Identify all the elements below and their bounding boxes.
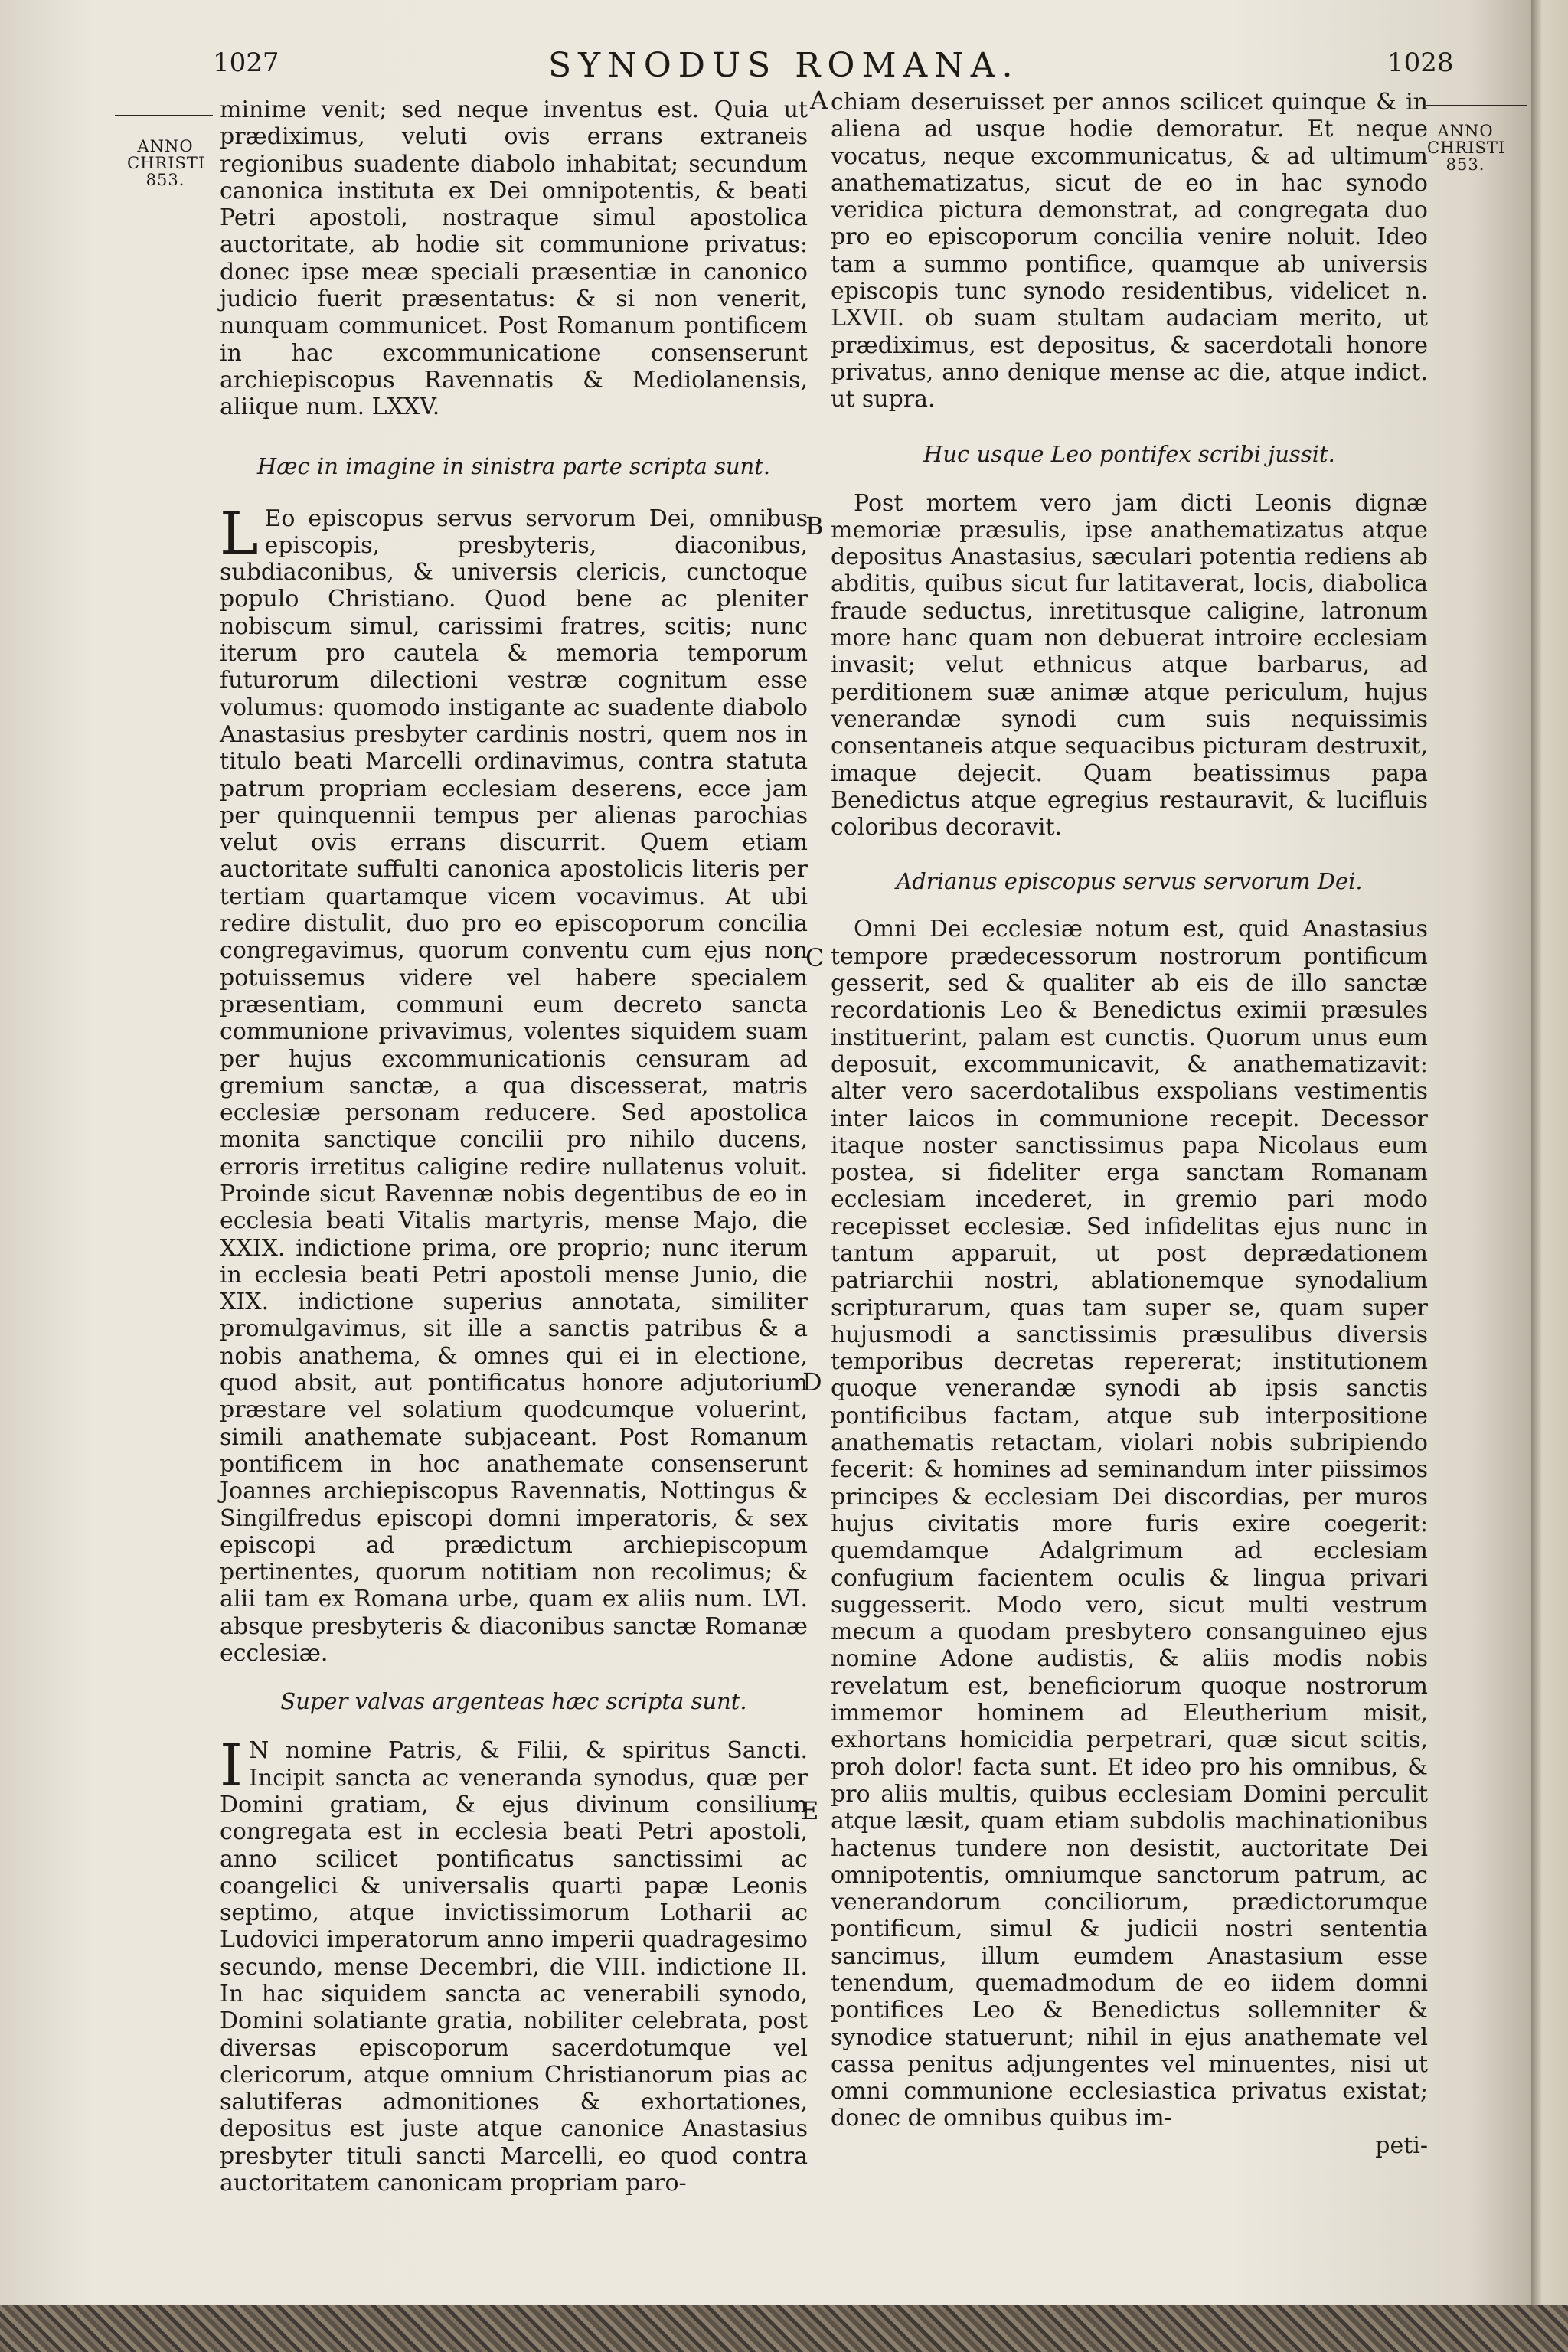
section-heading: Super valvas argenteas hæc scripta sunt. — [280, 1688, 747, 1715]
section-marker-a: A — [810, 86, 828, 115]
left-text-column — [220, 96, 808, 2197]
paragraph: L Eo episcopus servus servorum Dei, omnibus episcopis, presbyteris, diaconibus, subdiaconibus, & universis clericis, cunctoque populo Christiano. Quod bene ac pleniter nobiscum simul, carissimi fratres, scitis; nunc iterum pro cautela & memoria temporum futurorum dilectioni vestræ cognitum esse volumus: quomodo instigante ac suadente diabolo Anastasius presbyter cardinis nostri, quem nos in titulo beati Marcelli ordinavimus, contra statuta patrum propriam ecclesiam deserens, ecce jam per quinquennii tempus per alienas parochias velut ovis errans discurrit. Quem etiam auctoritate suffulti canonica apostolicis literis per tertiam quartamque vicem vocavimus. At ubi redire distulit, duo pro eo episcoporum concilia congregavimus, quorum conventu cum ejus non potuissemus videre vel habere specialem præsentiam, communi eum decreto sancta communione privavimus, volentes siquidem suam per hujus excommunicationis censuram ad gremium sanctæ, a qua discesserat, matris ecclesiæ personam reducere. Sed apostolica monita sanctique concilii pro nihilo ducens, erroris irretitus caligine redire nullatenus voluit. Proinde sicut Ravennæ nobis degentibus de eo in ecclesia beati Vitalis martyris, mense Majo, die XXIX. indictione prima, ore proprio; nunc iterum in ecclesia beati Petri apostoli mense Junio, die XIX. indictione superius annotata, similiter promulgavimus, sit ille a sanctis patribus & a nobis anathema, & omnes qui ei in electione, quod absit, aut pontificatus honore adjutorium præstare vel solatium quodcumque voluerint, simili anathemate subjaceant. Post Romanum pontificem in hoc anathemate consenserunt Joannes archiepiscopus Ravennatis, Nottingus & Singilfredus episcopi domni imperatoris, & sex episcopi ad prædictum archiepiscopum pertinentes, quorum notitiam non recolimus; & alii tam ex Romana urbe, quam ex aliis num. LVI. absque presbyteris & diaconibus sanctæ Romanæ ecclesiæ. — [220, 498, 808, 1668]
page-number-left: 1027 — [213, 47, 279, 78]
right-margin-rule — [1426, 105, 1527, 106]
adjacent-page-edge — [1531, 0, 1568, 2305]
page-number-right: 1028 — [1387, 47, 1454, 78]
margin-year: 853. — [145, 171, 185, 189]
right-text-column — [831, 89, 1428, 2159]
drop-cap: I — [220, 1731, 243, 1800]
paragraph: minime venit; sed neque inventus est. Quia ut prædiximus, veluti ovis errans extraneis regionibus suadente diabolo inhabitat; secundum canonica instituta ex Dei omnipotentis, & beati Petri apostoli, nostraque simul apostolica auctoritate, ab hodie sit communione privatus: donec ipse meæ speciali præsentiæ in canonico judicio fuerit præsentatus: & si non venerit, nunquam communicet. Post Romanum pontificem in hac excommunicatione consenserunt archiepiscopus Ravennatis & Mediolanensis, aliique num. LXXV. — [220, 96, 808, 421]
running-header — [0, 47, 1531, 86]
section-marker-b: B — [805, 511, 824, 541]
right-margin-note — [1427, 122, 1504, 173]
margin-anno: ANNO — [1437, 122, 1494, 140]
paragraph: Post mortem vero jam dicti Leonis dignæ memoriæ præsulis, ipse anathematizatus atque depositus Anastasius, sæculari potentia rediens ab abditis, quibus sicut fur latitaverat, locis, diabolica fraude seductus, inretitusque caligine, latronum more hanc quam non debuerat introire ecclesiam invasit; velut ethnicus atque barbarus, ad perditionem suæ animæ atque periculum, hujus venerandæ synodi cum suis nequissimis consentaneis atque sequacibus picturam destruxit, imaque dejecit. Quam beatissimus papa Benedictus atque egregius restauravit, & lucifluis coloribus decoravit. — [831, 489, 1428, 841]
running-title: SYNODUS ROMANA. — [548, 46, 1020, 85]
section-heading: Adrianus episcopus servus servorum Dei. — [896, 868, 1363, 895]
section-marker-c: C — [805, 943, 825, 972]
catchword: peti- — [1375, 2132, 1428, 2159]
margin-anno: ANNO — [137, 137, 194, 155]
paragraph: I N nomine Patris, & Filii, & spiritus Sancti. Incipit sancta ac veneranda synodus, quæ per Domini gratiam, & ejus divinum consilium congregata est in ecclesia beati Petri apostoli, anno scilicet pontificatus sanctissimi ac coangelici & universalis quarti papæ Leonis septimo, atque invictissimorum Lotharii ac Ludovici imperatorum anno imperii quadragesimo secundo, mense Decembri, die VIII. indictione II. In hac siquidem sancta ac venerabili synodo, Domini solatiante gratia, nobiliter celebrata, post diversas episcoporum sacerdotumque vel clericorum, atque omnium Christianorum pias ac salutiferas admonitiones & exhortationes, depositus est juste atque canonice Anastasius presbyter tituli sancti Marcelli, eo quod contra auctoritatem canonicam propriam paro- — [220, 1731, 808, 2197]
section-marker-e: E — [801, 1796, 819, 1825]
section-heading: Huc usque Leo pontifex scribi jussit. — [923, 440, 1335, 467]
section-marker-d: D — [802, 1367, 822, 1396]
left-margin-note — [127, 138, 204, 188]
margin-christi: CHRISTI — [1427, 139, 1506, 157]
paragraph: Omni Dei ecclesiæ notum est, quid Anastasius tempore prædecessorum nostrorum pontificum gesserit, sed & qualiter ab eis de illo sanctæ recordationis Leo & Benedictus eximii præsules instituerint, palam est cunctis. Quorum unus eum deposuit, excommunicavit, & anathematizavit: alter vero sacerdotalibus exspolians vestimentis inter laicos in communione recepit. Decessor itaque noster sanctissimus papa Nicolaus eum postea, si fideliter erga sanctam Romanam ecclesiam incederet, in gremio pari modo recepisset ecclesiæ. Sed infidelitas ejus nunc in tantum apparuit, ut post deprædationem patriarchii nostri, ablationemque synodalium scripturarum, quas tam super se, quam super hujusmodi a sanctissimis præsulibus diversis temporibus decretas repererat; institutionem quoque venerandæ synodi ab ipsis sanctis pontificibus factam, atque sub interpositione anathematis retactam, violari nobis subripiendo fecerit: & homines ad seminandum inter piissimos principes & ecclesiam Dei discordias, per muros hujus civitatis more furis exire coegerit: quemdamque Adalgrimum ad ecclesiam confugium facientem oculis & lingua privari suggesserit. Modo vero, sicut multi vestrum mecum a quodam presbytero consanguineo ejus nomine Adone audistis, & aliis modis nobis revelatum est, beneficiorum quoque nostrorum immemor hominem ad Eleutherium misit, exhortans homicidia perpetrari, quæ sicut scitis, proh dolor! facta sunt. Et ideo pro his omnibus, & pro aliis multis, quibus ecclesiam Domini perculit atque læsit, quam etiam subdolis machinationibus hactenus tundere non desistit, auctoritate Dei omnipotentis, omniumque sanctorum patrum, ac venerandorum conciliorum, prædictorumque pontificum, simul & judicii nostri sententia sancimus, illum eumdem Anastasium esse tenendum, quemadmodum de eo iidem domni pontifices Leo & Benedictus sollemniter & synodice statuerunt; nihil in ejus anathemate vel cassa penitus adjungentes vel minuentes, nisi ut omni communione ecclesiastica privatus existat; donec de omnibus quibus im- — [831, 916, 1428, 2132]
background-surface — [0, 2305, 1568, 2352]
drop-cap: L — [220, 498, 259, 567]
section-heading: Hæc in imagine in sinistra parte scripta sunt. — [256, 452, 771, 479]
margin-christi: CHRISTI — [127, 154, 206, 172]
left-margin-rule — [115, 115, 213, 116]
paragraph: chiam deseruisset per annos scilicet quinque & in aliena ad usque hodie demoratur. Et neque vocatus, neque excommunicatus, & ad ultimum anathematizatus, sicut de eo in hac synodo veridica pictura demonstrat, ad congregata duo pro eo episcoporum concilia venire noluit. Ideo tam a summo pontifice, quamque ab universis episcopis tunc synodo residentibus, videlicet n. LXVII. ob suam stultam audaciam merito, ut prædiximus, est depositus, & sacerdotali honore privatus, anno denique mense ac die, atque indict. ut supra. — [831, 89, 1428, 413]
margin-year: 853. — [1446, 155, 1485, 174]
